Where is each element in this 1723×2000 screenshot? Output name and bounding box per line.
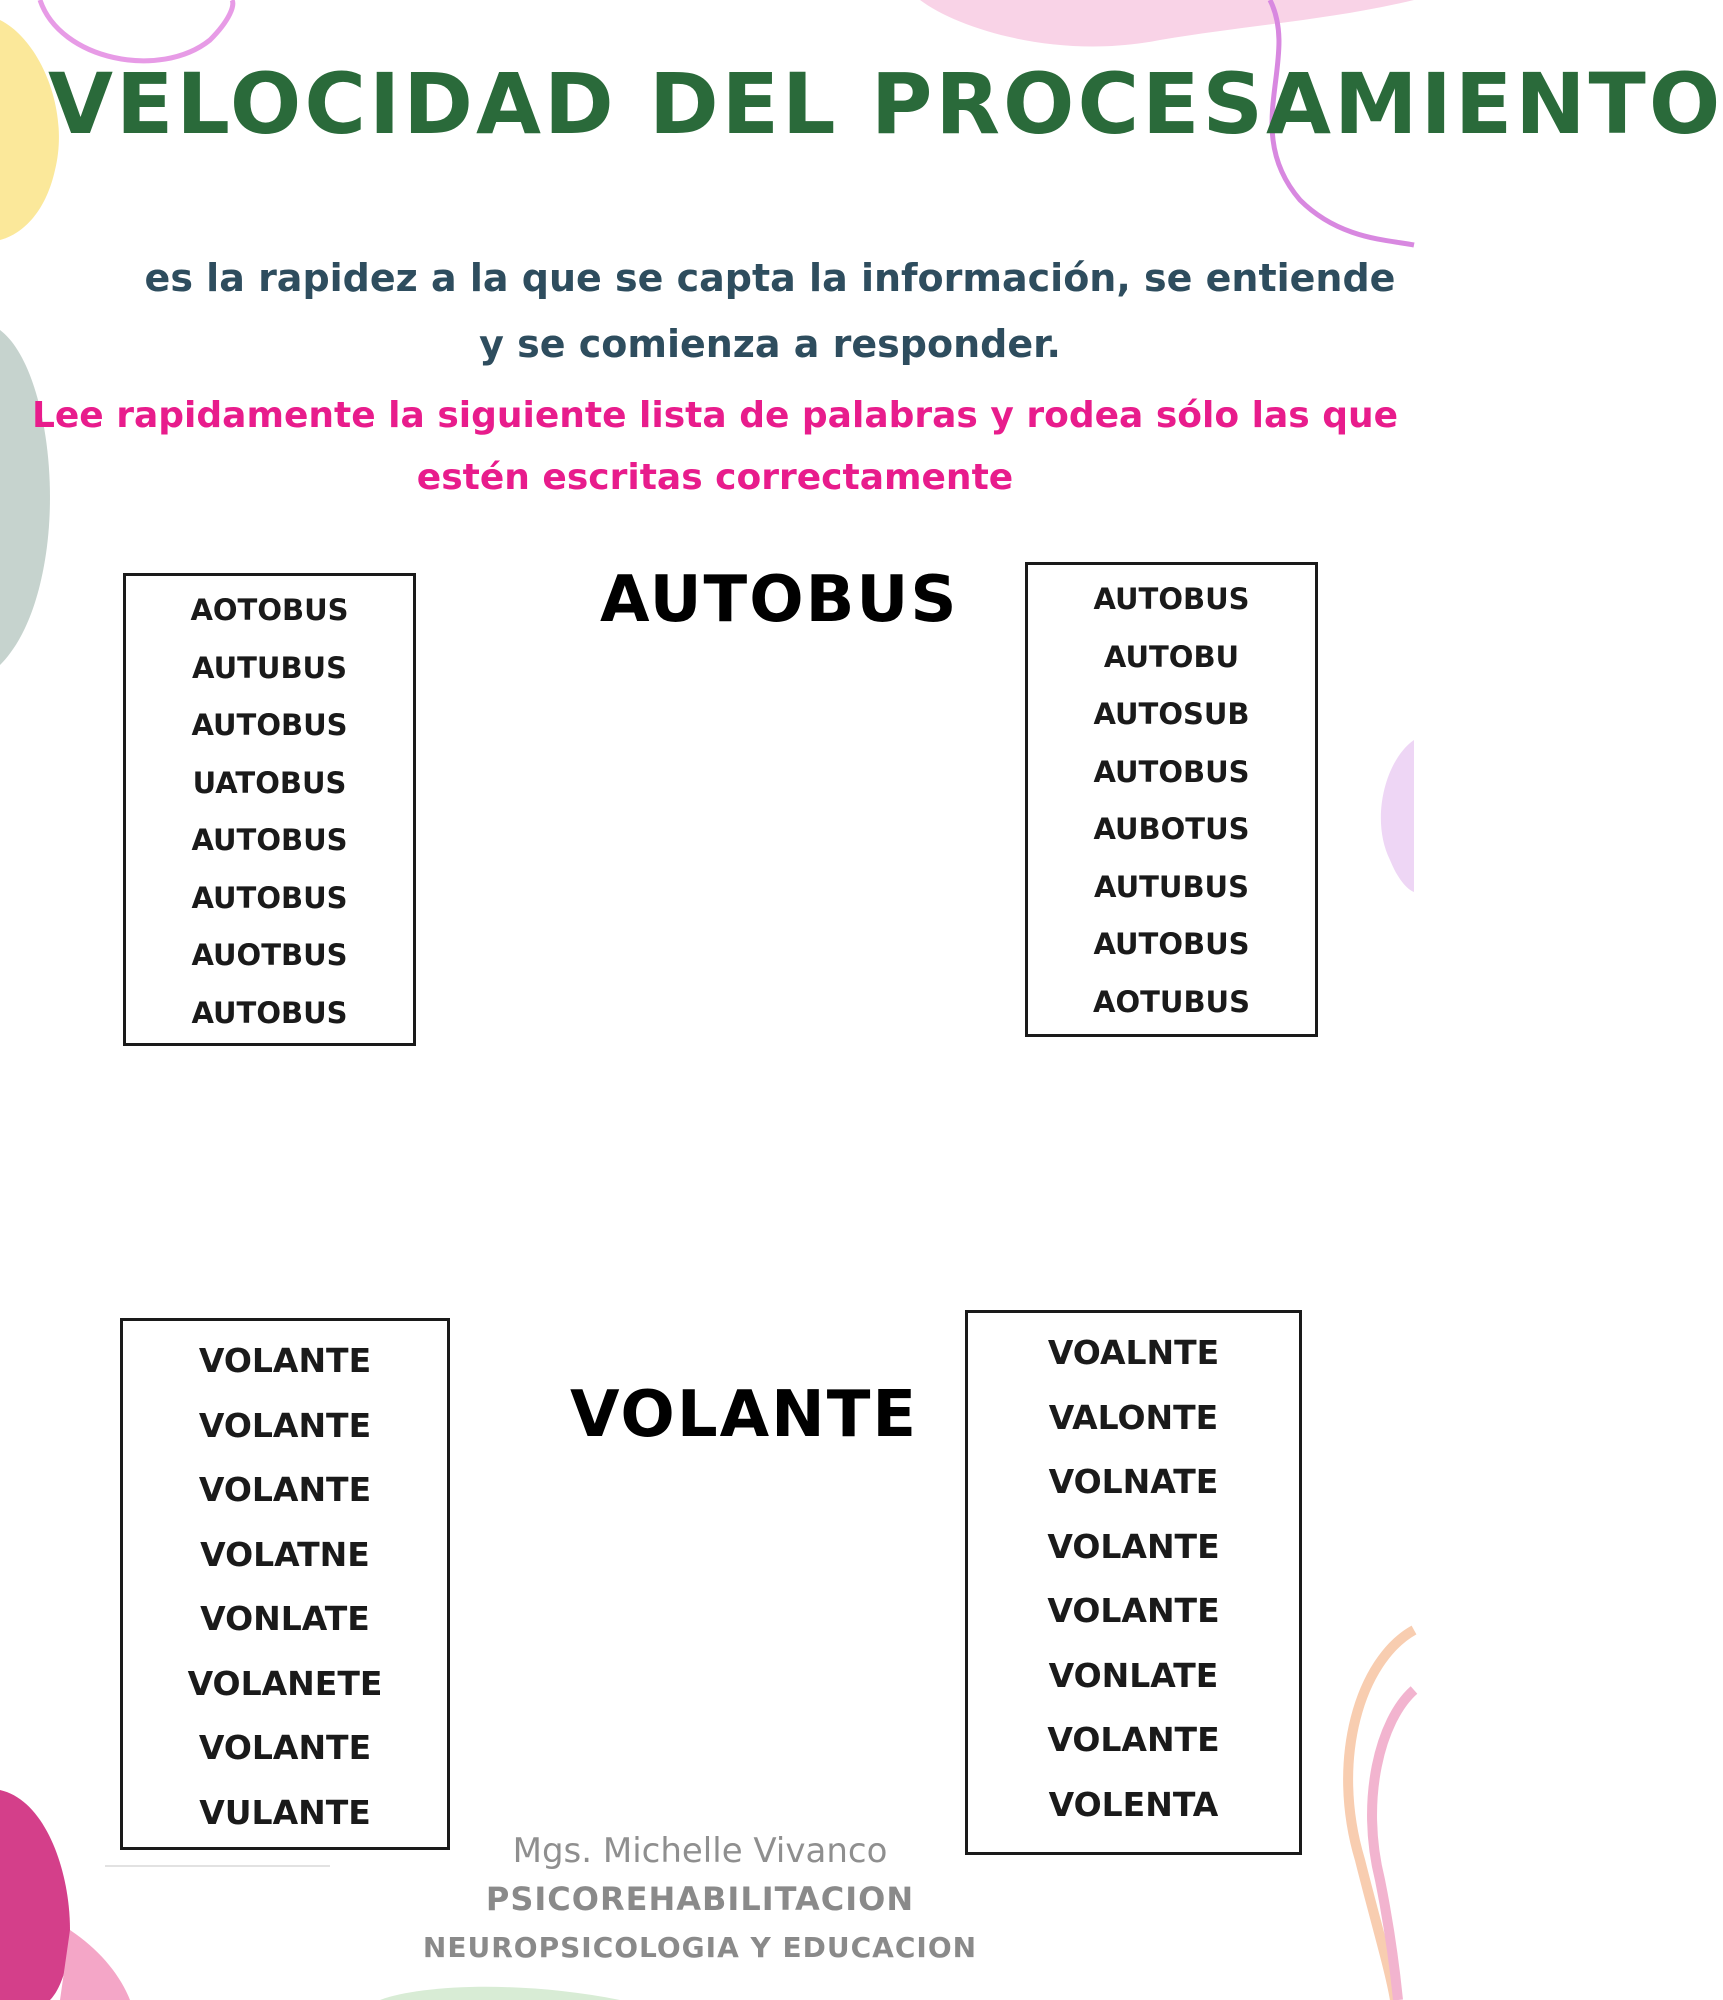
author-credit [400, 1828, 1000, 1972]
word-item[interactable]: AOTOBUS [190, 593, 349, 627]
word-item[interactable]: AUTOBUS [1093, 754, 1250, 789]
word-item[interactable]: VOLANTE [198, 1405, 372, 1445]
word-item[interactable]: VOLANETE [187, 1663, 383, 1703]
word-item[interactable]: AOTUBUS [1093, 984, 1250, 1019]
lavender-blob [1381, 740, 1414, 892]
instruction-text [30, 385, 1400, 509]
word-item[interactable]: VOLANTE [1047, 1526, 1220, 1566]
word-item[interactable]: AUTOBUS [191, 708, 348, 742]
word-item[interactable]: AUTOBUS [1093, 582, 1250, 616]
word-item[interactable]: VULANTE [199, 1792, 371, 1832]
green-blob-bottom [380, 1987, 620, 2000]
peach-curve-outer [1348, 1630, 1414, 2000]
instruction-line-1: Lee rapidamente la siguiente lista de palabras y rodea sólo las que [31, 395, 1399, 436]
word-item[interactable]: VOLANTE [1047, 1591, 1220, 1630]
volante-left-word-list [120, 1318, 450, 1850]
definition-line-2: y se comienza a responder. [479, 322, 1061, 366]
word-item[interactable]: VOLATNE [200, 1534, 370, 1574]
pink-blob-top-right [920, 0, 1414, 46]
pink-arc-top-left [40, 0, 233, 61]
word-item[interactable]: VOLANTE [198, 1341, 372, 1380]
word-item[interactable]: AUOTBUS [191, 938, 348, 972]
word-item[interactable]: AUTOBUS [191, 823, 348, 857]
word-item[interactable]: VOALNTE [1047, 1333, 1220, 1372]
page-title: VELOCIDAD DEL PROCESAMIENTO [48, 55, 1723, 153]
word-item[interactable]: AUBOTUS [1093, 812, 1250, 846]
word-item[interactable]: VOLNATE [1048, 1462, 1219, 1501]
word-item[interactable]: AUTUBUS [192, 650, 347, 685]
author-specialty: PSICOREHABILITACION [485, 1880, 915, 1918]
word-item[interactable]: AUTOBUS [191, 880, 348, 915]
word-item[interactable]: VONLATE [1048, 1655, 1219, 1695]
magenta-blob [0, 1790, 70, 2000]
volante-target-word: VOLANTE [570, 1378, 919, 1452]
autobus-right-word-list [1025, 562, 1318, 1037]
word-item[interactable]: AUTOBUS [191, 995, 348, 1030]
author-name: Mgs. Michelle Vivanco [512, 1831, 888, 1871]
autobus-target-word: AUTOBUS [600, 563, 959, 637]
word-item[interactable]: VOLANTE [1047, 1720, 1220, 1759]
word-item[interactable]: AUTUBUS [1094, 869, 1249, 904]
word-item[interactable]: AUTOBU [1103, 639, 1240, 674]
pink-curve-inner [1372, 1690, 1414, 2000]
pink-blob-bottom-left [60, 1930, 130, 2000]
word-item[interactable]: AUTOBUS [1093, 927, 1250, 961]
definition-text [140, 245, 1400, 377]
volante-right-word-list [965, 1310, 1302, 1855]
autobus-left-word-list [123, 573, 416, 1046]
word-item[interactable]: AUTOSUB [1093, 697, 1250, 731]
instruction-line-2: estén escritas correctamente [416, 457, 1014, 498]
word-item[interactable]: VOLANTE [198, 1470, 372, 1509]
word-item[interactable]: VOLENTA [1048, 1784, 1219, 1824]
definition-line-1: es la rapidez a la que se capta la información, se entiende [144, 256, 1396, 300]
word-item[interactable]: VALONTE [1048, 1397, 1219, 1437]
word-item[interactable]: VONLATE [200, 1599, 370, 1638]
word-item[interactable]: VOLANTE [198, 1728, 372, 1767]
author-field: NEUROPSICOLOGIA Y EDUCACION [422, 1931, 978, 1964]
word-item[interactable]: UATOBUS [192, 765, 347, 800]
